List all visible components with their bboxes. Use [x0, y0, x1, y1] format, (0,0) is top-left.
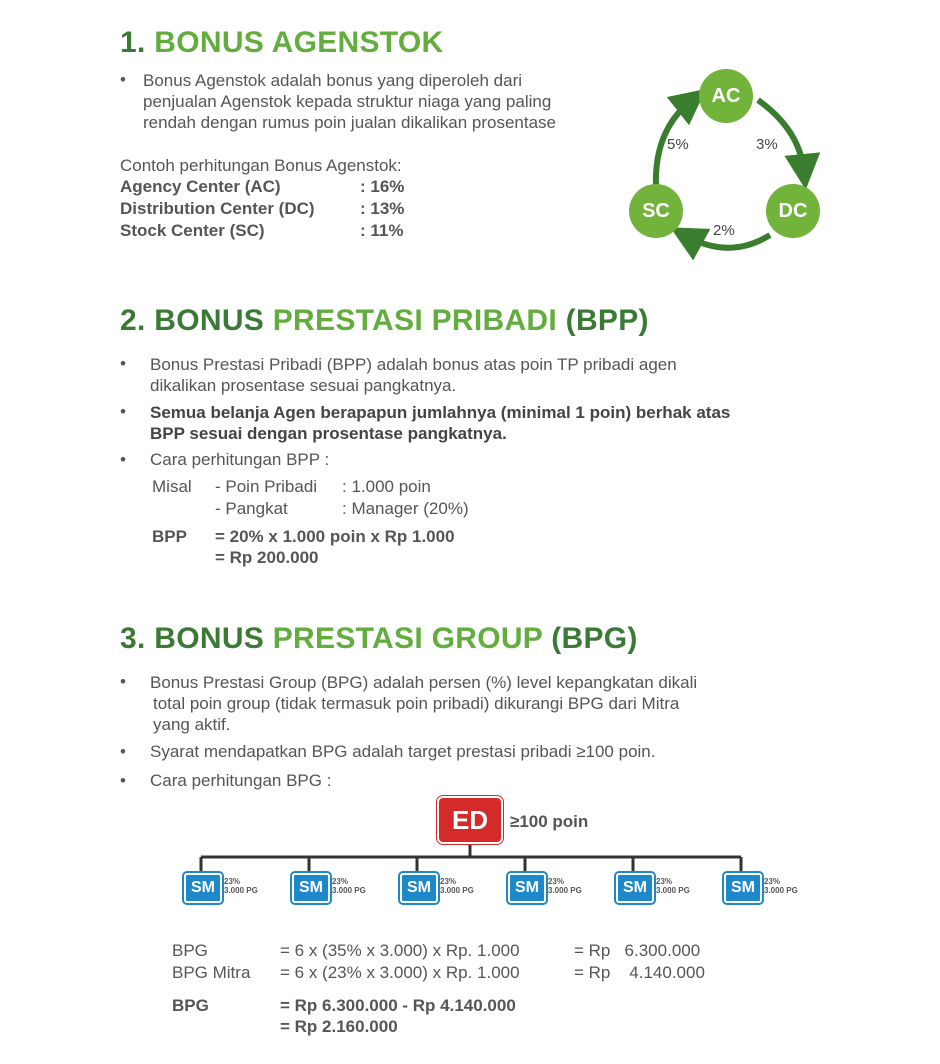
sm-node-5-info — [656, 877, 690, 895]
sm-node-2: SM — [292, 873, 330, 903]
section2-number: 2. — [120, 304, 146, 337]
section3-heading — [120, 622, 638, 656]
section3-title-b: PRESTASI GROUP — [272, 622, 543, 655]
section3-title-c: (BPG) — [551, 622, 638, 655]
sm-pct: 23% — [440, 877, 457, 886]
rate-label-dc: Distribution Center (DC) — [120, 199, 315, 218]
section2-heading — [120, 304, 649, 338]
bullet: • — [120, 402, 126, 421]
sm-pg: 3.000 PG — [764, 886, 798, 895]
sm-pg: 3.000 PG — [656, 886, 690, 895]
bpg-calc-title: Cara perhitungan BPG : — [150, 771, 332, 790]
line: Bonus Prestasi Pribadi (BPP) adalah bonus atas poin TP pribadi agen — [150, 355, 677, 374]
pangkat-label: - Pangkat — [215, 499, 288, 518]
sm-node-1-info — [224, 877, 258, 895]
calc-mitra-result: = Rp 4.140.000 — [574, 963, 705, 982]
line: Bonus Prestasi Group (BPG) adalah persen (%) level kepangkatan dikali — [150, 673, 698, 692]
section2-title-a: BONUS — [154, 304, 265, 337]
sm-node-6-info — [764, 877, 798, 895]
line: total poin group (tidak termasuk poin pribadi) dikurangi BPG dari Mitra — [153, 694, 680, 713]
rate-value-sc: : 11% — [360, 221, 404, 240]
sm-pct: 23% — [656, 877, 673, 886]
sm-node-4: SM — [508, 873, 546, 903]
line: Semua belanja Agen berapapun jumlahnya (minimal 1 poin) berhak atas — [150, 403, 731, 422]
desc-line: Bonus Agenstok adalah bonus yang diperoleh dari — [143, 71, 523, 90]
rate-label-ac: Agency Center (AC) — [120, 177, 281, 196]
sm-node-3-info — [440, 877, 474, 895]
section1-heading — [120, 26, 444, 60]
sm-pg: 3.000 PG — [224, 886, 258, 895]
section3-number: 3. — [120, 622, 146, 655]
sm-node-6: SM — [724, 873, 762, 903]
section1-description — [143, 70, 643, 133]
desc-line: penjualan Agenstok kepada struktur niaga yang paling — [143, 92, 552, 111]
desc-line: rendah dengan rumus poin jualan dikalikan prosentase — [143, 113, 557, 132]
line: dikalikan prosentase sesuai pangkatnya. — [150, 376, 457, 395]
bpp-formula: = 20% x 1.000 poin x Rp 1.000 — [215, 527, 455, 546]
sm-pg: 3.000 PG — [332, 886, 366, 895]
total-bpg-formula: = Rp 6.300.000 - Rp 4.140.000 — [280, 996, 516, 1015]
line: yang aktif. — [153, 715, 231, 734]
bpp-rule — [150, 402, 830, 444]
sm-node-3: SM — [400, 873, 438, 903]
ed-badge — [437, 796, 503, 844]
bullet: • — [120, 742, 126, 761]
calc-bpg-formula: = 6 x (35% x 3.000) x Rp. 1.000 — [280, 941, 520, 960]
misal-label: Misal — [152, 477, 192, 496]
line: BPP sesuai dengan prosentase pangkatnya. — [150, 424, 507, 443]
section2-title-b: PRESTASI PRIBADI — [272, 304, 558, 337]
ed-poin: ≥100 poin — [510, 812, 589, 831]
calc-bpg-result: = Rp 6.300.000 — [574, 941, 701, 960]
section2-title-c: (BPP) — [565, 304, 649, 337]
node-ac: AC — [699, 69, 753, 123]
bullet: • — [120, 450, 126, 469]
calc-mitra-label: BPG Mitra — [172, 963, 251, 982]
total-bpg-label: BPG — [172, 996, 209, 1015]
bullet: • — [120, 70, 126, 89]
bpg-requirement: Syarat mendapatkan BPG adalah target prestasi pribadi ≥100 poin. — [150, 742, 656, 761]
bpp-result: = Rp 200.000 — [215, 548, 319, 567]
bpp-label: BPP — [152, 527, 187, 546]
pct-ac-dc: 3% — [756, 136, 778, 153]
pct-dc-sc: 2% — [713, 222, 735, 239]
sm-pct: 23% — [548, 877, 565, 886]
sm-pg: 3.000 PG — [440, 886, 474, 895]
calc-bpg-label: BPG — [172, 941, 208, 960]
bullet: • — [120, 771, 126, 790]
rate-value-ac: : 16% — [360, 177, 405, 196]
rate-label-sc: Stock Center (SC) — [120, 221, 265, 240]
sm-pct: 23% — [764, 877, 781, 886]
bpg-definition — [150, 672, 830, 735]
ed-label: ED — [451, 804, 489, 835]
sm-node-4-info — [548, 877, 582, 895]
calc-mitra-formula: = 6 x (23% x 3.000) x Rp. 1.000 — [280, 963, 520, 982]
sm-node-1: SM — [184, 873, 222, 903]
sm-pct: 23% — [332, 877, 349, 886]
bullet: • — [120, 354, 126, 373]
section1-title: BONUS AGENSTOK — [154, 26, 444, 59]
bullet: • — [120, 672, 126, 691]
section3-title-a: BONUS — [154, 622, 265, 655]
section1-number: 1. — [120, 26, 146, 59]
pangkat-value: : Manager (20%) — [342, 499, 469, 518]
sm-node-5: SM — [616, 873, 654, 903]
bpp-calc-title: Cara perhitungan BPP : — [150, 450, 330, 469]
sm-pg: 3.000 PG — [548, 886, 582, 895]
total-bpg-result: = Rp 2.160.000 — [280, 1017, 398, 1036]
pct-sc-ac: 5% — [667, 136, 689, 153]
sm-pct: 23% — [224, 877, 241, 886]
example-title: Contoh perhitungan Bonus Agenstok: — [120, 156, 402, 175]
bpp-definition — [150, 354, 830, 396]
poin-pribadi-label: - Poin Pribadi — [215, 477, 318, 496]
sm-node-2-info — [332, 877, 366, 895]
rate-value-dc: : 13% — [360, 199, 405, 218]
node-dc: DC — [766, 184, 820, 238]
node-sc: SC — [629, 184, 683, 238]
poin-pribadi-value: : 1.000 poin — [342, 477, 431, 496]
